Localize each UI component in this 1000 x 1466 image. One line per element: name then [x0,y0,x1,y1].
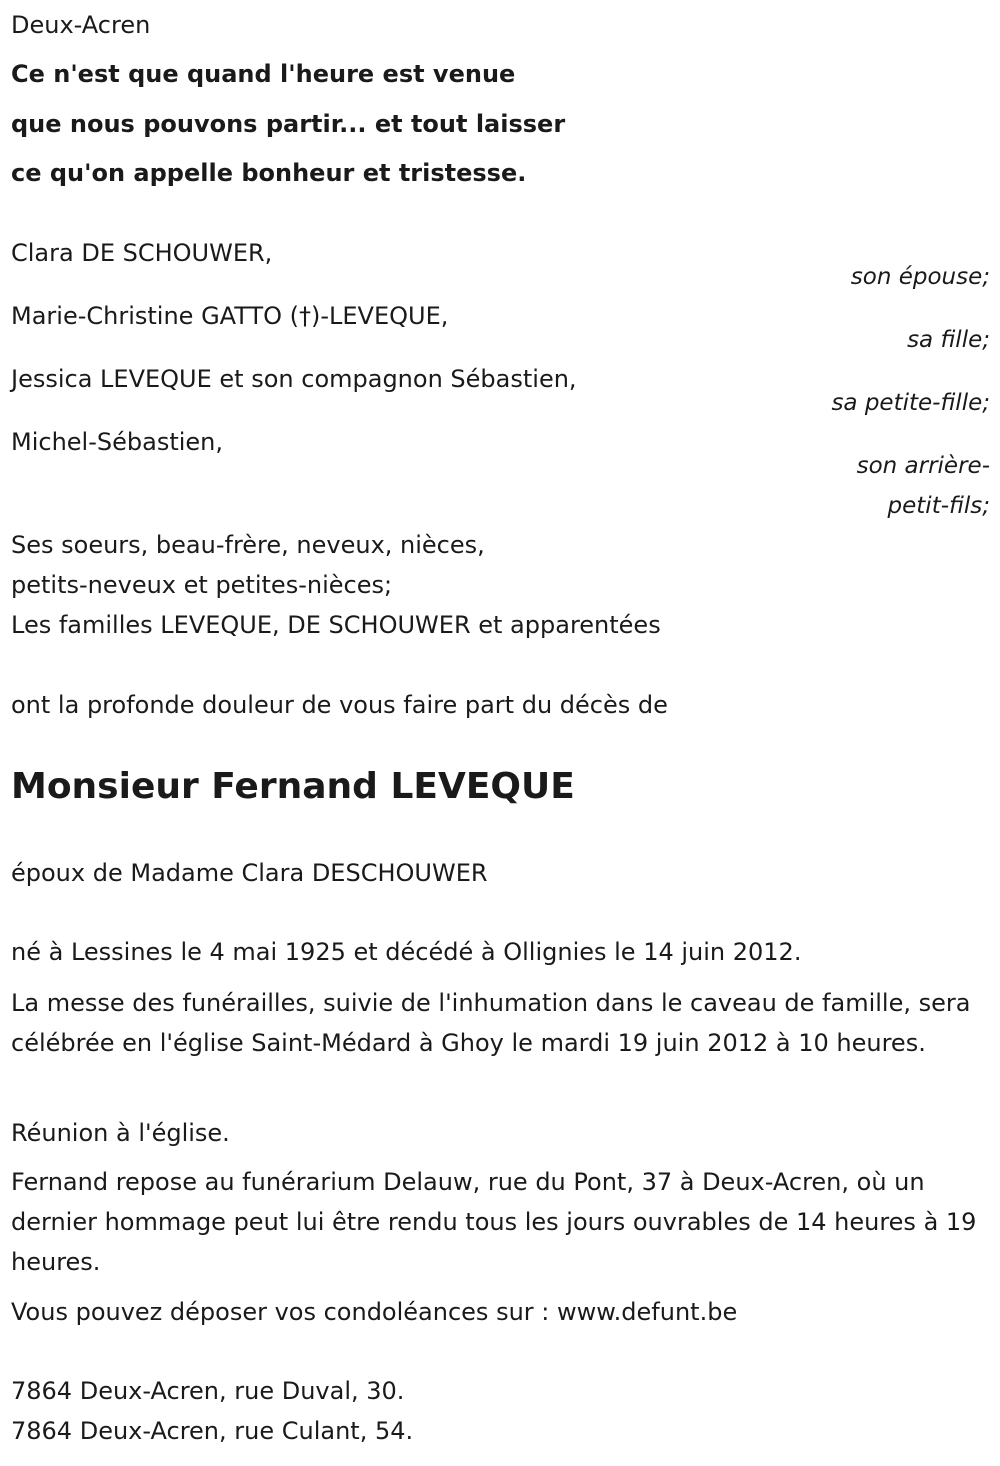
deceased-name: Monsieur Fernand LEVEQUE [11,766,575,807]
condolences-line: Vous pouvez déposer vos condoléances sur : www.defunt.be [11,1298,738,1326]
family-member-name: Clara DE SCHOUWER, [11,239,273,267]
meeting-line: Réunion à l'église. [11,1119,230,1147]
address-line: 7864 Deux-Acren, rue Culant, 54. [11,1417,414,1445]
poem-line: ce qu'on appelle bonheur et tristesse. [11,159,527,187]
birth-death-line: né à Lessines le 4 mai 1925 et décédé à Ollignies le 14 juin 2012. [11,938,802,966]
announcement-text: ont la profonde douleur de vous faire part du décès de [11,691,668,719]
relatives-line: Les familles LEVEQUE, DE SCHOUWER et apparentées [11,611,661,639]
family-member-relation: son épouse; [850,264,990,290]
family-member-name: Michel-Sébastien, [11,428,224,456]
family-member-relation: son arrière- [856,453,990,479]
rest-paragraph: Fernand repose au funérarium Delauw, rue du Pont, 37 à Deux-Acren, où un dernier hommage peut lui être rendu tous les jours ouvrables de 14 heures à 19 heures. [11,1168,977,1276]
spouse-line: époux de Madame Clara DESCHOUWER [11,859,488,887]
family-member-relation: petit-fils; [887,493,990,519]
address-line: 7864 Deux-Acren, rue Duval, 30. [11,1377,405,1405]
location-header: Deux-Acren [11,11,151,39]
funeral-paragraph: La messe des funérailles, suivie de l'inhumation dans le caveau de famille, sera célébrée en l'église Saint-Médard à Ghoy le mardi 19 juin 2012 à 10 heures. [11,989,971,1057]
relatives-line: Ses soeurs, beau-frère, neveux, nièces, [11,531,485,559]
family-member-relation: sa fille; [907,327,990,353]
relatives-line: petits-neveux et petites-nièces; [11,571,393,599]
family-member-relation: sa petite-fille; [831,390,990,416]
family-member-name: Marie-Christine GATTO (†)-LEVEQUE, [11,302,449,330]
family-member-name: Jessica LEVEQUE et son compagnon Sébastien, [11,365,577,393]
poem-line: que nous pouvons partir... et tout laisser [11,110,566,138]
poem-line: Ce n'est que quand l'heure est venue [11,60,516,88]
